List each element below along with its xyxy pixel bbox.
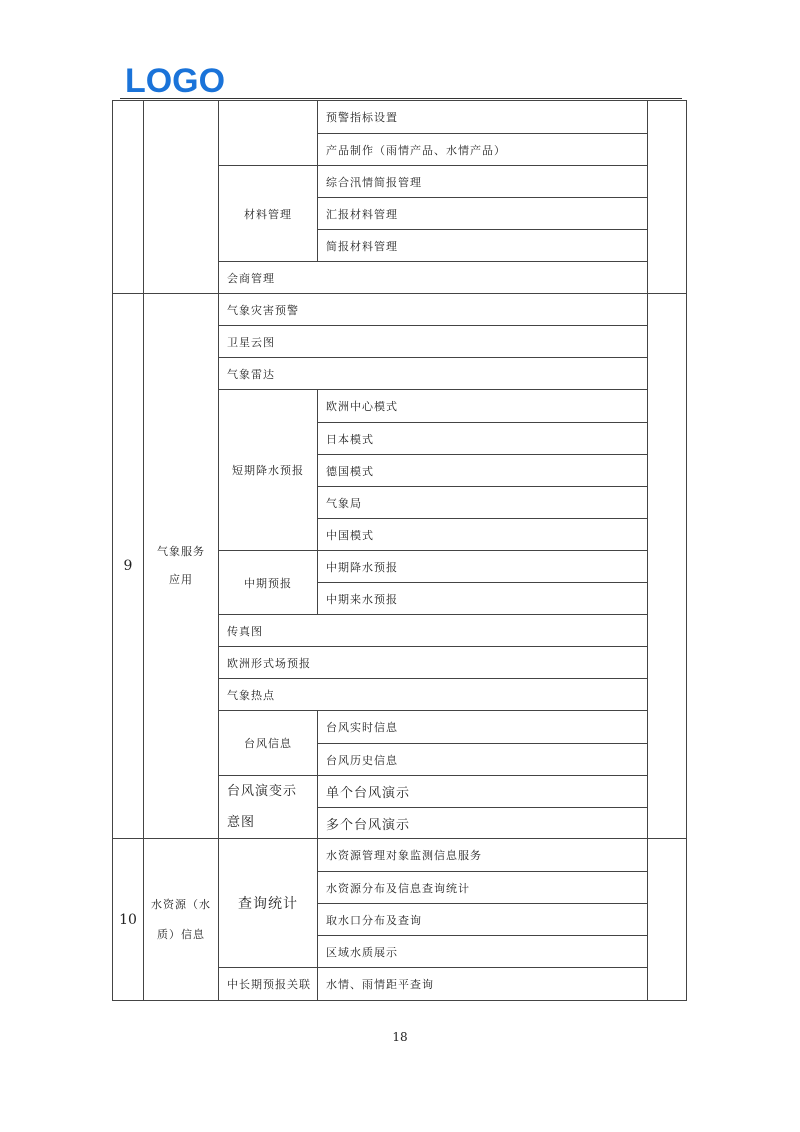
section-name-cell (143, 100, 219, 294)
feature-cell: 中期降水预报 (317, 550, 648, 583)
logo (125, 62, 227, 96)
feature-cell: 台风历史信息 (317, 743, 648, 776)
feature-cell: 中国模式 (317, 518, 648, 551)
subcategory-cell: 台风演变示意图 (218, 775, 318, 839)
feature-cell: 欧洲中心模式 (317, 389, 648, 423)
feature-cell: 单个台风演示 (317, 775, 648, 808)
feature-cell: 汇报材料管理 (317, 197, 648, 230)
subcategory-cell (218, 100, 318, 166)
remark-cell (647, 293, 687, 839)
feature-cell: 预警指标设置 (317, 100, 648, 134)
feature-cell: 气象灾害预警 (218, 293, 648, 326)
subcategory-cell: 材料管理 (218, 165, 318, 262)
feature-cell: 水资源管理对象监测信息服务 (317, 838, 648, 872)
subcategory-cell: 中长期预报关联 (218, 967, 318, 1001)
feature-cell: 气象热点 (218, 678, 648, 711)
header-divider (120, 98, 682, 99)
feature-cell: 欧洲形式场预报 (218, 646, 648, 679)
feature-cell: 中期来水预报 (317, 582, 648, 615)
feature-cell: 德国模式 (317, 454, 648, 487)
feature-cell: 水情、雨情距平查询 (317, 967, 648, 1001)
feature-cell: 气象雷达 (218, 357, 648, 390)
feature-cell: 区域水质展示 (317, 935, 648, 968)
logo-text: LOGO (125, 62, 225, 96)
section-number-cell: 10 (112, 838, 144, 1001)
feature-cell: 简报材料管理 (317, 229, 648, 262)
feature-cell: 气象局 (317, 486, 648, 519)
feature-cell: 会商管理 (218, 261, 648, 294)
section-number-cell: 9 (112, 293, 144, 839)
section-name-cell: 水资源（水质）信息 (143, 838, 219, 1001)
subcategory-cell: 中期预报 (218, 550, 318, 615)
section-number-cell (112, 100, 144, 294)
feature-cell: 产品制作（雨情产品、水情产品） (317, 133, 648, 166)
feature-cell: 日本模式 (317, 422, 648, 455)
subcategory-cell: 查询统计 (218, 838, 318, 968)
feature-cell: 传真图 (218, 614, 648, 647)
feature-cell: 取水口分布及查询 (317, 903, 648, 936)
feature-cell: 水资源分布及信息查询统计 (317, 871, 648, 904)
feature-cell: 多个台风演示 (317, 807, 648, 839)
feature-cell: 综合汛情简报管理 (317, 165, 648, 198)
subcategory-cell: 短期降水预报 (218, 389, 318, 551)
page-number: 18 (392, 1030, 408, 1044)
remark-cell (647, 100, 687, 294)
section-name-cell: 气象服务应用 (143, 293, 219, 839)
feature-cell: 台风实时信息 (317, 710, 648, 744)
remark-cell (647, 838, 687, 1001)
subcategory-cell: 台风信息 (218, 710, 318, 776)
feature-cell: 卫星云图 (218, 325, 648, 358)
